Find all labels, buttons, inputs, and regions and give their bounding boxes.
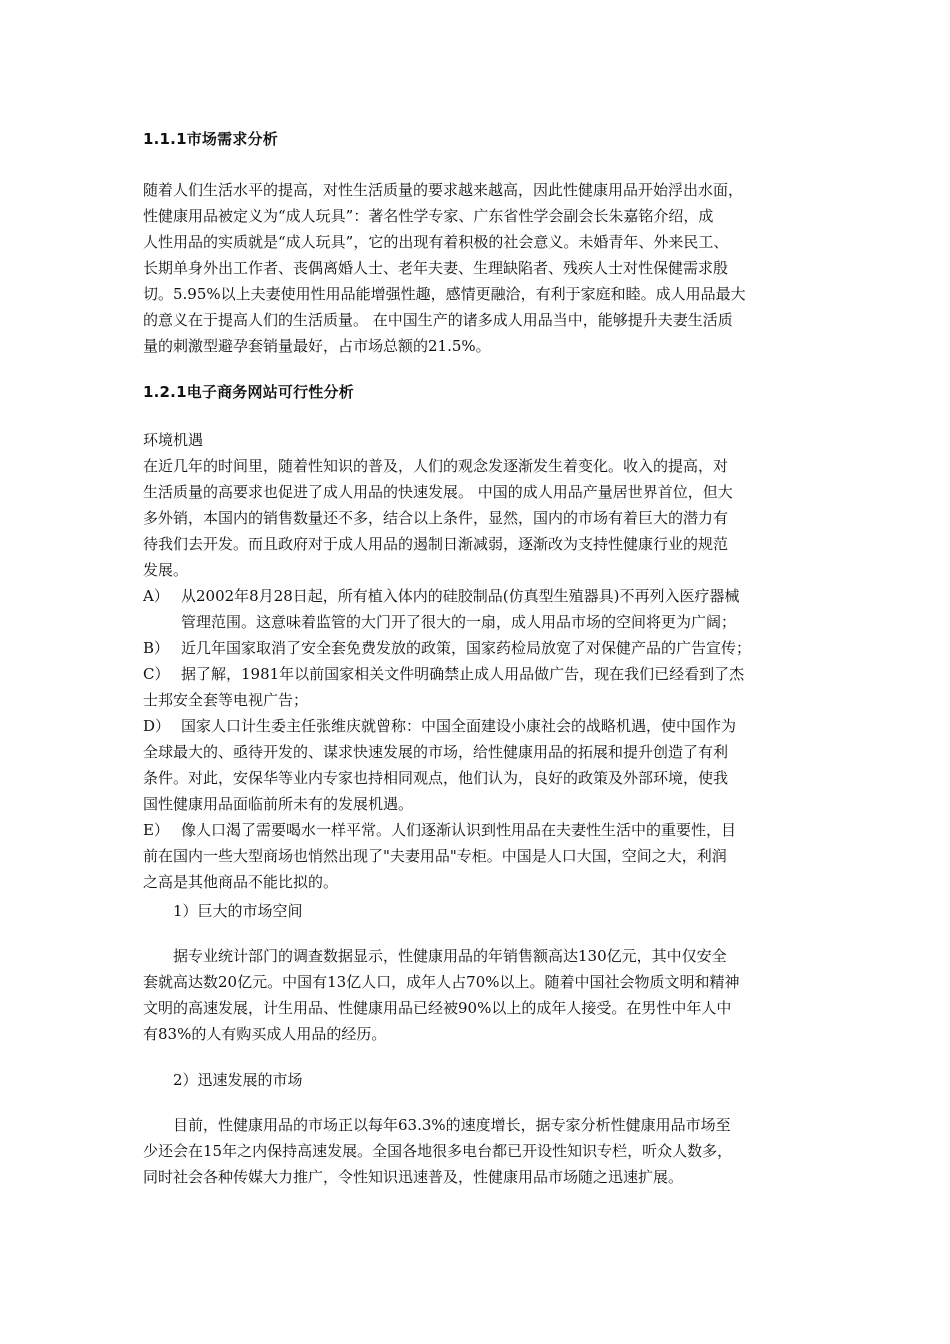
market-growth-paragraph: [143, 1112, 813, 1190]
paragraph-line: 长期单身外出工作者、丧偶离婚人士、老年夫妻、生理缺陷者、残疾人士对性保健需求殷: [143, 259, 729, 277]
paragraph-line: 套就高达数20亿元。中国有13亿人口，成年人占70%以上。随着中国社会物质文明和精神: [143, 973, 740, 991]
paragraph-line: 在近几年的时间里，随着性知识的普及，人们的观念发逐渐发生着变化。收入的提高，对: [143, 457, 729, 475]
paragraph-line: 据专业统计部门的调查数据显示，性健康用品的年销售额高达130亿元，其中仅安全: [173, 947, 727, 965]
list-item-line: 全球最大的、亟待开发的、谋求快速发展的市场，给性健康用品的拓展和提升创造了有利: [143, 743, 729, 761]
list-item-line: 士邦安全套等电视广告；: [143, 691, 309, 709]
section-heading-market-demand: 1.1.1市场需求分析: [143, 130, 278, 148]
list-item-line: 据了解，1981年以前国家相关文件明确禁止成人用品做广告，现在我们已经看到了杰: [181, 665, 745, 683]
list-item-line: 国家人口计生委主任张维庆就曾称：中国全面建设小康社会的战略机遇，使中国作为: [181, 717, 737, 735]
paragraph-line: 随着人们生活水平的提高，对性生活质量的要求越来越高，因此性健康用品开始浮出水面，: [143, 181, 744, 199]
paragraph-line: 人性用品的实质就是“成人玩具”，它的出现有着积极的社会意义。未婚青年、外来民工、: [143, 233, 729, 251]
subsection-heading-market-growth: 2）迅速发展的市场: [173, 1071, 303, 1089]
paragraph-line: 性健康用品被定义为“成人玩具”：著名性学专家、广东省性学会副会长朱嘉铭介绍，成: [143, 207, 714, 225]
list-marker: B）: [143, 639, 170, 657]
paragraph-line: 多外销，本国内的销售数量还不多，结合以上条件，显然，国内的市场有着巨大的潜力有: [143, 509, 729, 527]
list-marker: C）: [143, 665, 170, 683]
list-item-line: 条件。对此，安保华等业内专家也持相同观点，他们认为，良好的政策及外部环境，使我: [143, 769, 729, 787]
paragraph-line: 生活质量的高要求也促进了成人用品的快速发展。 中国的成人用品产量居世界首位，但大: [143, 483, 733, 501]
list-marker: E）: [143, 821, 169, 839]
list-item: [143, 583, 813, 635]
feasibility-section: [143, 427, 813, 895]
market-demand-paragraph: [143, 177, 813, 359]
list-item: [143, 661, 813, 713]
paragraph-line: 同时社会各种传媒大力推广，令性知识迅速普及，性健康用品市场随之迅速扩展。: [143, 1168, 684, 1186]
subsection-heading-market-space: 1）巨大的市场空间: [173, 902, 303, 920]
paragraph-line: 有83%的人有购买成人用品的经历。: [143, 1025, 387, 1043]
paragraph-line: 待我们去开发。而且政府对于成人用品的遏制日渐减弱，逐渐改为支持性健康行业的规范: [143, 535, 729, 553]
list-item: [143, 817, 813, 895]
list-item-line: 前在国内一些大型商场也悄然出现了"夫妻用品"专柜。中国是人口大国，空间之大，利润: [143, 847, 727, 865]
list-item-line: 之高是其他商品不能比拟的。: [143, 873, 339, 891]
paragraph-line: 切。5.95%以上夫妻使用性用品能增强性趣，感情更融洽，有利于家庭和睦。成人用品最大: [143, 285, 746, 303]
paragraph-line: 发展。: [143, 561, 189, 579]
list-marker: D）: [143, 717, 171, 735]
paragraph-line: 少还会在15年之内保持高速发展。全国各地很多电台都已开设性知识专栏，听众人数多，: [143, 1142, 733, 1160]
paragraph-line: 文明的高速发展，计生用品、性健康用品已经被90%以上的成年人接受。在男性中年人中: [143, 999, 732, 1017]
list-item: [143, 635, 813, 661]
paragraph-line: 的意义在于提高人们的生活质量。 在中国生产的诸多成人用品当中，能够提升夫妻生活质: [143, 311, 733, 329]
subsection-title: 环境机遇: [143, 431, 204, 449]
section-heading-feasibility: 1.2.1电子商务网站可行性分析: [143, 383, 354, 401]
paragraph-line: 量的刺激型避孕套销量最好，占市场总额的21.5%。: [143, 337, 491, 355]
paragraph-line: 目前，性健康用品的市场正以每年63.3%的速度增长，据专家分析性健康用品市场至: [173, 1116, 731, 1134]
list-item-line: 从2002年8月28日起，所有植入体内的硅胶制品(仿真型生殖器具)不再列入医疗器械: [181, 587, 740, 605]
list-item-line: 国性健康用品面临前所未有的发展机遇。: [143, 795, 414, 813]
list-item-line: 像人口渴了需要喝水一样平常。人们逐渐认识到性用品在夫妻性生活中的重要性，目: [181, 821, 737, 839]
list-marker: A）: [143, 587, 169, 605]
list-item: [143, 713, 813, 817]
list-item-line: 管理范围。这意味着监管的大门开了很大的一扇，成人用品市场的空间将更为广阔；: [181, 613, 737, 631]
list-item-line: 近几年国家取消了安全套免费发放的政策，国家药检局放宽了对保健产品的广告宣传；: [181, 639, 752, 657]
market-space-paragraph: [143, 943, 813, 1047]
